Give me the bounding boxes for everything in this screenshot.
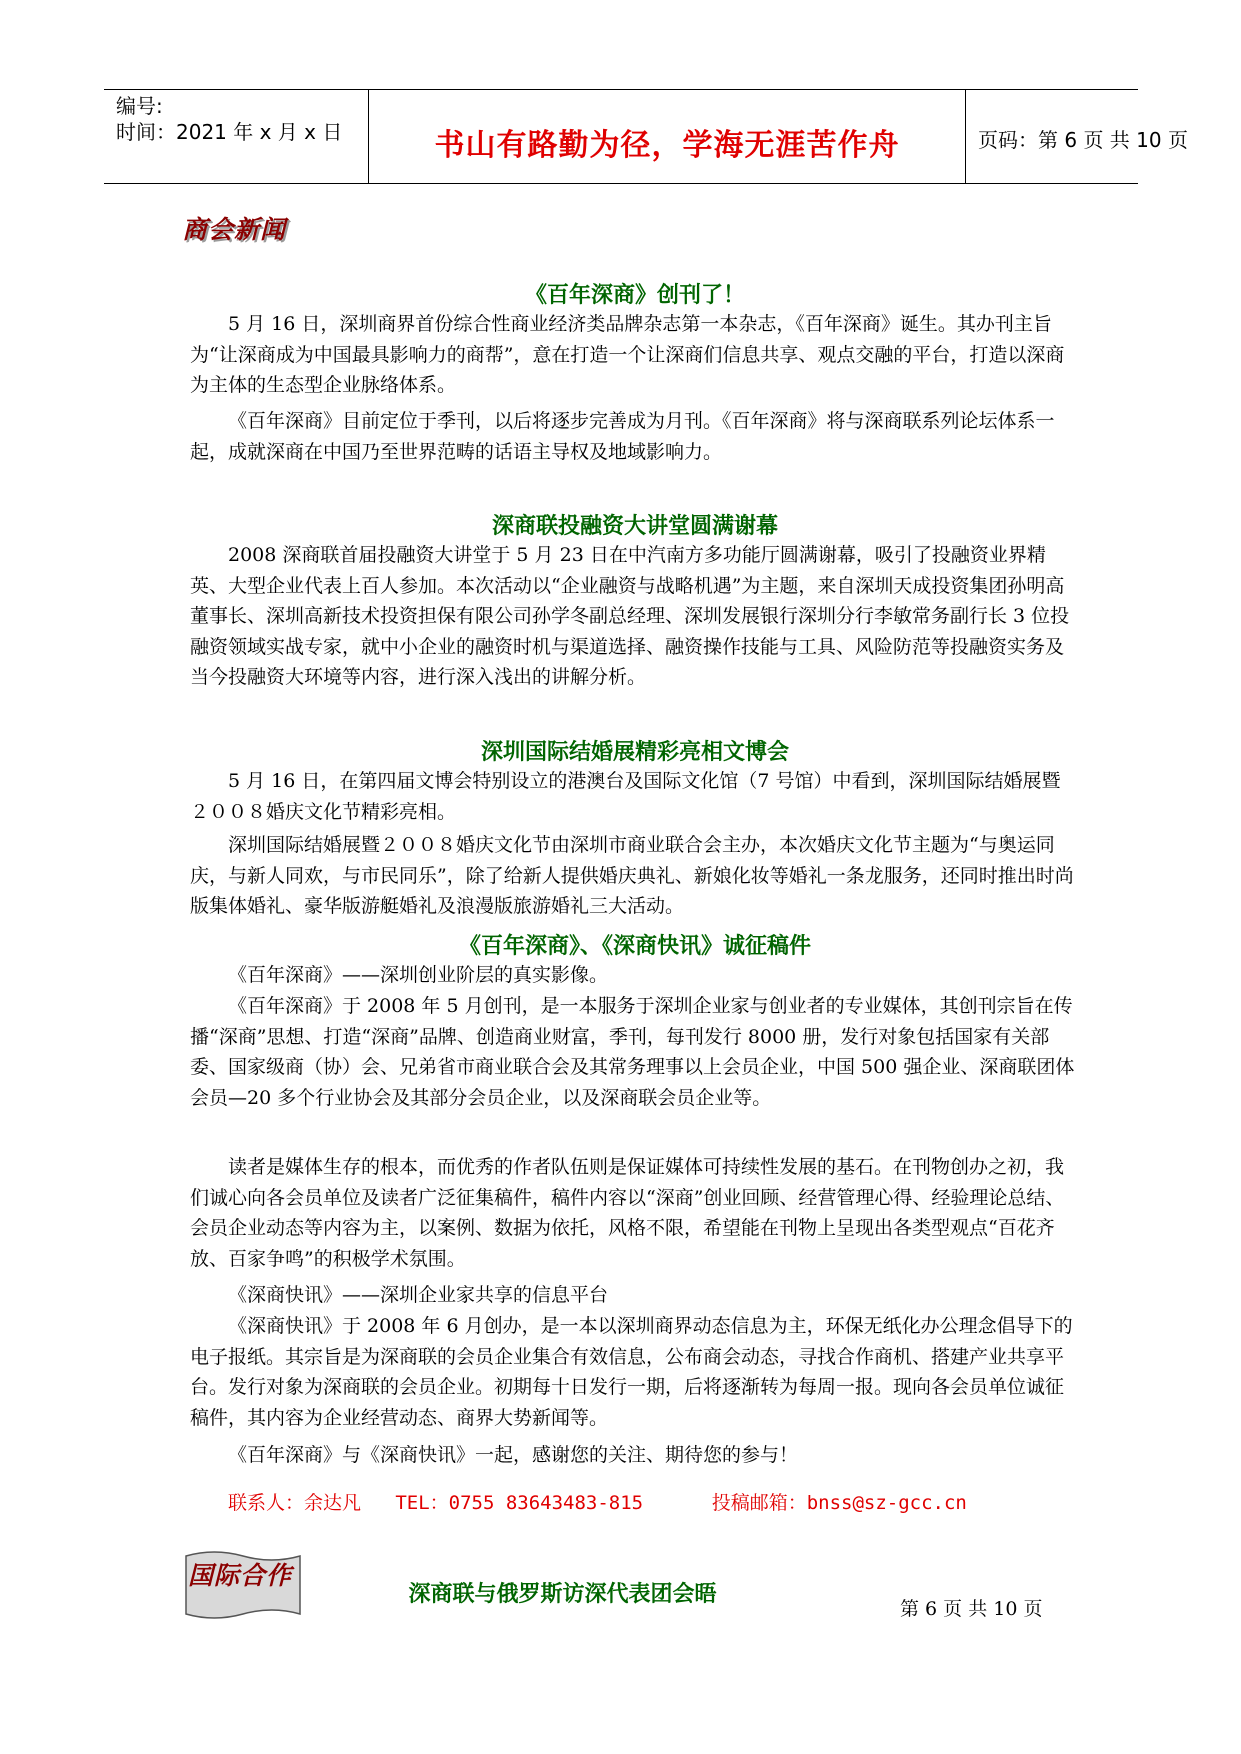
article-paragraph: 《百年深商》——深圳创业阶层的真实影像。 — [228, 964, 609, 986]
section-banner-label: 国际合作 — [188, 1561, 293, 1590]
motto: 书山有路勤为径，学海无涯苦作舟 — [434, 128, 900, 163]
article-paragraph: 《百年深商》目前定位于季刊，以后将逐步完善成为月刊。《百年深商》将与深商联系列论坛体系一起，成就深商在中国乃至世界范畴的话语主导权及地域影响力。 — [190, 410, 1055, 463]
article-paragraph: 5 月 16 日，在第四届文博会特别设立的港澳台及国际文化馆（7 号馆）中看到，深圳国际结婚展暨２００８婚庆文化节精彩亮相。 — [190, 770, 1061, 823]
article-paragraph: 2008 深商联首届投融资大讲堂于 5 月 23 日在中汽南方多功能厅圆满谢幕，吸引了投融资业界精英、大型企业代表上百人参加。本次活动以“企业融资与战略机遇”为主题，来自深圳天成投资集团孙明高董事长、深圳高新技术投资担保有限公司孙学冬副总经理、深圳发展银行深圳分行李敏常务副行长 3 位投融资领域实战专家，就中小企业的融资时机与渠道选择、融资操作技能与工具、风险防范等投融资实务及当今投融资大环境等内容，进行深入浅出的讲解分析。 — [190, 544, 1070, 688]
section-banner-news: 商会新闻 — [182, 215, 287, 244]
article-paragraph: 《百年深商》与《深商快讯》一起，感谢您的关注、期待您的参与！ — [228, 1444, 799, 1466]
article-title: 深商联投融资大讲堂圆满谢幕 — [491, 514, 778, 539]
article-paragraph: 《深商快讯》——深圳企业家共享的信息平台 — [228, 1284, 609, 1306]
article-title: 《百年深商》、《深商快讯》诚征稿件 — [458, 934, 811, 959]
page-info: 页码：第 6 页 共 10 页 — [978, 128, 1188, 152]
serial-label: 编号: — [116, 94, 163, 118]
article-paragraph: 5 月 16 日，深圳商界首份综合性商业经济类品牌杂志第一本杂志，《百年深商》诞生。其办刊主旨为“让深商成为中国最具影响力的商帮”，意在打造一个让深商们信息共享、观点交融的平台，打造以深商为主体的生态型企业脉络体系。 — [190, 313, 1065, 396]
time-label: 时间：2021 年 x 月 x 日 — [116, 120, 343, 144]
header-page-cell — [966, 90, 1188, 183]
article-title: 深圳国际结婚展精彩亮相文博会 — [480, 740, 789, 765]
article-title: 深商联与俄罗斯访深代表团会晤 — [408, 1582, 717, 1607]
article-paragraph: 《深商快讯》于 2008 年 6 月创办，是一本以深圳商界动态信息为主，环保无纸化办公理念倡导下的电子报纸。其宗旨是为深商联的会员企业集合有效信息，公布商会动态，寻找合作商机、搭建产业共享平台。发行对象为深商联的会员企业。初期每十日发行一期，后将逐渐转为每周一报。现向各会员单位诚征稿件，其内容为企业经营动态、商界大势新闻等。 — [190, 1315, 1073, 1429]
article-paragraph: 深圳国际结婚展暨２００８婚庆文化节由深圳市商业联合会主办，本次婚庆文化节主题为“与奥运同庆，与新人同欢，与市民同乐”，除了给新人提供婚庆典礼、新娘化妆等婚礼一条龙服务，还同时推出时尚版集体婚礼、豪华版游艇婚礼及浪漫版旅游婚礼三大活动。 — [190, 834, 1074, 917]
header-info-cell — [104, 90, 369, 183]
contact-info: 联系人：余达凡 TEL：0755 83643483-815 投稿邮箱：bnss@sz-gcc.cn — [228, 1492, 967, 1514]
header-motto-cell — [369, 90, 966, 183]
article-title: 《百年深商》创刊了！ — [524, 283, 745, 308]
page-footer: 第 6 页 共 10 页 — [900, 1598, 1043, 1620]
article-paragraph: 读者是媒体生存的根本，而优秀的作者队伍则是保证媒体可持续性发展的基石。在刊物创办之初，我们诚心向各会员单位及读者广泛征集稿件，稿件内容以“深商”创业回顾、经营管理心得、经验理论总结、会员企业动态等内容为主，以案例、数据为依托，风格不限，希望能在刊物上呈现出各类型观点“百花齐放、百家争鸣”的积极学术氛围。 — [190, 1156, 1065, 1270]
article-paragraph: 《百年深商》于 2008 年 5 月创刊，是一本服务于深圳企业家与创业者的专业媒体，其创刊宗旨在传播“深商”思想、打造“深商”品牌、创造商业财富，季刊，每刊发行 8000 册，发行对象包括国家有关部委、国家级商（协）会、兄弟省市商业联合会及其常务理事以上会员企业，中国 500 强企业、深商联团体会员—20 多个行业协会及其部分会员企业，以及深商联会员企业等。 — [190, 995, 1075, 1109]
page-header — [104, 89, 1188, 184]
